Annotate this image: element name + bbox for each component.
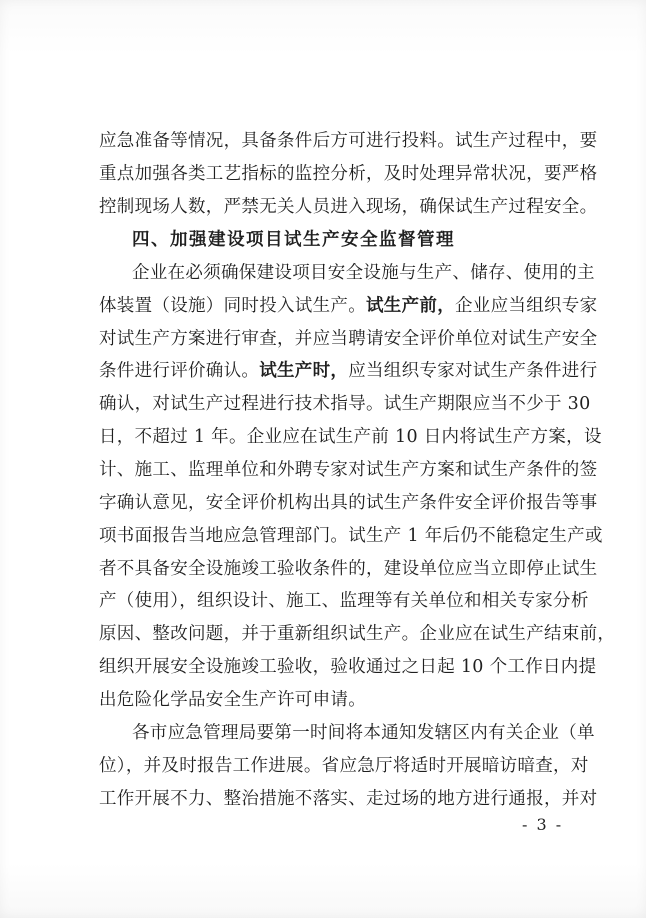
paragraph-line: 字确认意见，安全评价机构出具的试生产条件安全评价报告等事 <box>99 493 598 513</box>
page-number: - 3 - <box>522 815 564 834</box>
paragraph-line: 产（使用），组织设计、施工、监理等有关单位和相关专家分析 <box>99 591 589 611</box>
text-run: 体装置（设施）同时投入试生产。 <box>99 296 366 316</box>
paragraph-line: 组织开展安全设施竣工验收，验收通过之日起 10 个工作日内提 <box>99 657 597 677</box>
paragraph-line: 各市应急管理局要第一时间将本通知发辖区内有关企业（单 <box>132 723 595 743</box>
text-run: 企业应当组织专家 <box>455 296 598 316</box>
section-heading: 四、加强建设项目试生产安全监督管理 <box>132 230 455 250</box>
bold-phrase: 试生产时， <box>259 361 349 381</box>
paragraph-line: 确认，对试生产过程进行技术指导。试生产期限应当不少于 30 <box>99 394 591 414</box>
paragraph-line: 企业在必须确保建设项目安全设施与生产、储存、使用的主 <box>132 263 595 283</box>
paragraph-line: 日，不超过 1 年。企业应在试生产前 10 日内将试生产方案，设 <box>99 427 602 447</box>
bold-phrase: 试生产前， <box>366 296 455 316</box>
paragraph-line: 重点加强各类工艺指标的监控分析，及时处理异常状况，要严格 <box>99 164 598 184</box>
paragraph-line: 计、施工、监理单位和外聘专家对试生产方案和试生产条件的签 <box>99 460 598 480</box>
paragraph-line: 工作开展不力、整治措施不落实、走过场的地方进行通报，并对 <box>99 789 598 809</box>
paragraph-line: 者不具备安全设施竣工验收条件的，建设单位应当立即停止试生 <box>99 559 598 579</box>
text-run: 条件进行评价确认。 <box>99 361 260 381</box>
paragraph-line: 项书面报告当地应急管理部门。试生产 1 年后仍不能稳定生产或 <box>99 526 603 546</box>
paragraph-line: 应急准备等情况，具备条件后方可进行投料。试生产过程中，要 <box>99 131 598 151</box>
paragraph-line: 位），并及时报告工作进展。省应急厅将适时开展暗访暗查，对 <box>99 756 589 776</box>
paragraph-line: 出危险化学品安全生产许可申请。 <box>99 690 366 710</box>
paragraph-line: 对试生产方案进行审查，并应当聘请安全评价单位对试生产安全 <box>99 329 598 349</box>
paragraph-line <box>99 294 598 318</box>
paragraph-line: 控制现场人数，严禁无关人员进入现场，确保试生产过程安全。 <box>99 197 598 217</box>
text-run: 应当组织专家对试生产条件进行 <box>348 361 598 381</box>
paragraph-line: 原因、整改问题，并于重新组织试生产。企业应在试生产结束前， <box>99 624 616 644</box>
paragraph-line <box>99 359 598 383</box>
